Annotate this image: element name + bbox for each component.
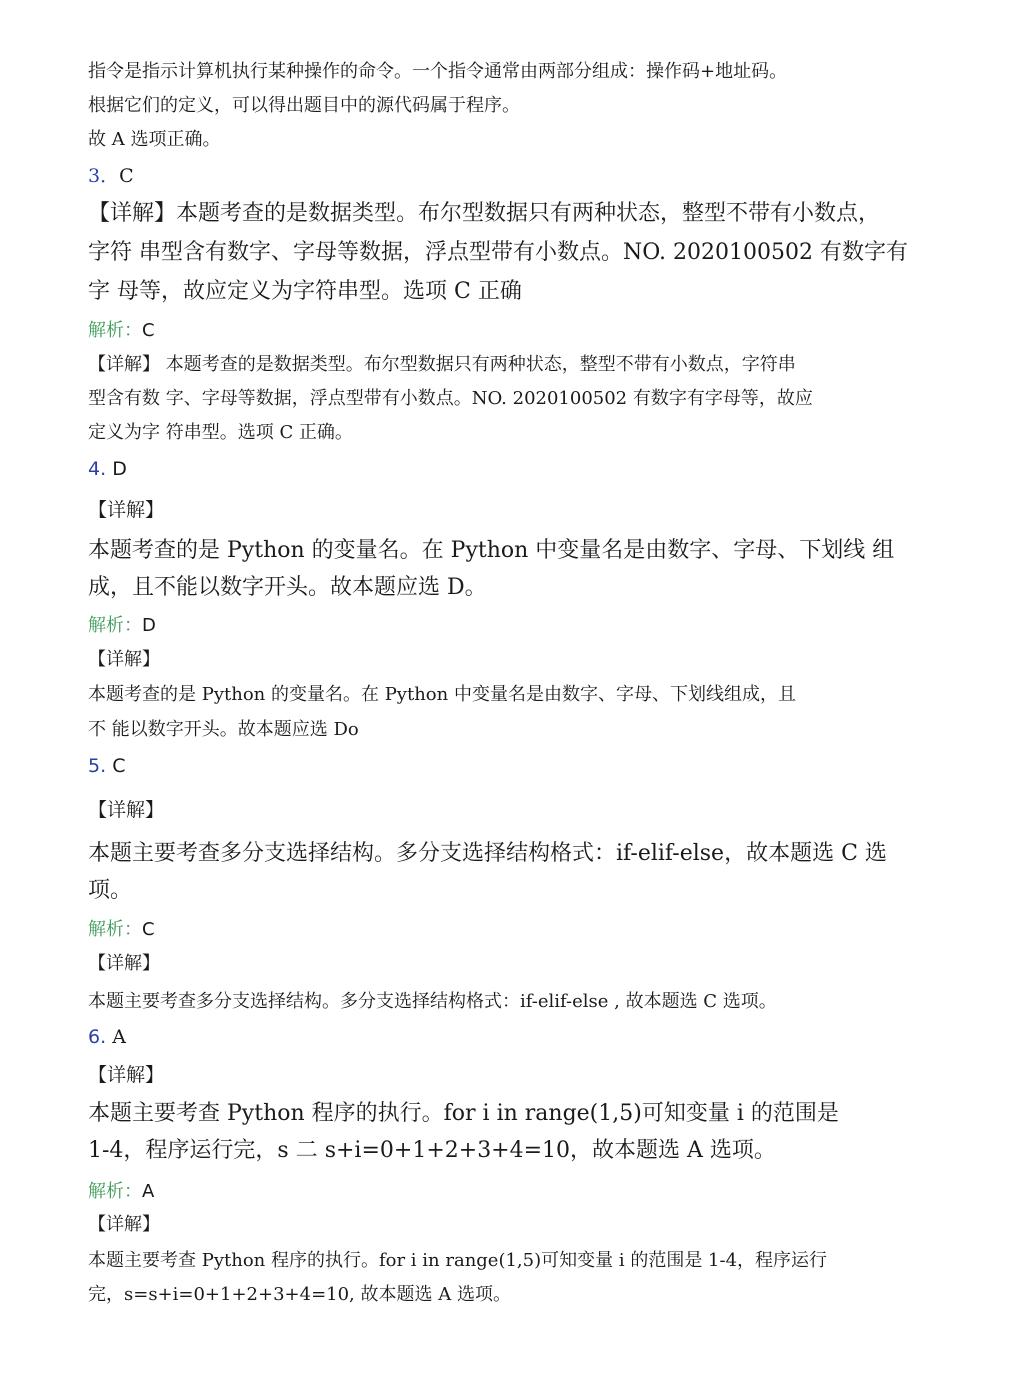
text-line: 1-4，程序运行完，s 二 s+i=0+1+2+3+4=10，故本题选 A 选项。 [88,1138,776,1163]
text-line: 不 能以数字开头。故本题应选 Do [88,719,359,740]
analysis-line [88,617,156,635]
analysis-label: 解析： [88,320,142,341]
question-number: 4. [88,458,107,480]
analysis-answer: D [142,615,156,636]
analysis-answer: C [142,320,155,341]
text-line: 定义为字 符串型。选项 C 正确。 [88,422,353,443]
question-number-line [88,167,134,186]
detail-heading: 【详解】 [88,1064,165,1086]
text-line: 字 母等，故应定义为字符串型。选项 C 正确 [88,279,522,304]
question-number: 3． [88,165,120,187]
analysis-line [88,1183,154,1201]
text-line: 本题主要考查多分支选择结构。多分支选择结构格式：if-elif-else，故本题选 C 选 [88,841,887,866]
question-answer: A [112,1026,126,1048]
text-line: 故 A 选项正确。 [88,129,221,150]
question-number: 5. [88,755,107,777]
detail-heading: 【详解】 [88,953,160,974]
question-answer: C [112,755,126,777]
detail-heading: 【详解】 [88,499,165,521]
question-answer: D [112,458,127,480]
text-line: 【详解】本题考查的是数据类型。布尔型数据只有两种状态，整型不带有小数点， [88,201,881,226]
detail-heading: 【详解】 [88,1214,160,1235]
text-line: 【详解】 本题考查的是数据类型。布尔型数据只有两种状态，整型不带有小数点，字符串 [88,354,796,375]
question-number-line [88,757,125,776]
detail-heading: 【详解】 [88,649,160,670]
text-line: 本题考查的是 Python 的变量名。在 Python 中变量名是由数字、字母、下划线组成，且 [88,684,796,705]
detail-heading: 【详解】 [88,799,165,821]
analysis-answer: C [142,919,155,940]
text-line: 型含有数 字、字母等数据，浮点型带有小数点。NO. 2020100502 有数字有字母等，故应 [88,388,813,409]
text-line: 完，s=s+i=0+1+2+3+4=10, 故本题选 A 选项。 [88,1284,511,1305]
text-line: 本题考查的是 Python 的变量名。在 Python 中变量名是由数字、字母、下划线 组 [88,538,895,563]
text-line: 本题主要考查多分支选择结构。多分支选择结构格式：if-elif-else , 故本题选 C 选项。 [88,991,777,1012]
text-line: 本题主要考查 Python 程序的执行。for i in range(1,5)可知变量 i 的范围是 [88,1101,839,1126]
text-line: 根据它们的定义，可以得出题目中的源代码属于程序。 [88,95,520,116]
text-line: 指令是指示计算机执行某种操作的命令。一个指令通常由两部分组成：操作码+地址码。 [88,61,788,82]
question-number-line [88,460,127,479]
text-line: 项。 [88,878,133,903]
text-line: 字符 串型含有数字、字母等数据，浮点型带有小数点。NO. 2020100502 有数字有 [88,240,908,265]
question-number: 6. [88,1026,107,1048]
question-answer: C [119,165,134,187]
analysis-answer: A [142,1181,155,1202]
text-line: 成，且不能以数字开头。故本题应选 D。 [88,575,487,600]
question-number-line [88,1028,126,1047]
analysis-label: 解析： [88,1181,142,1202]
analysis-line [88,921,155,939]
analysis-label: 解析： [88,615,142,636]
analysis-line [88,322,155,340]
text-line: 本题主要考查 Python 程序的执行。for i in range(1,5)可知变量 i 的范围是 1-4，程序运行 [88,1250,828,1271]
analysis-label: 解析： [88,919,142,940]
